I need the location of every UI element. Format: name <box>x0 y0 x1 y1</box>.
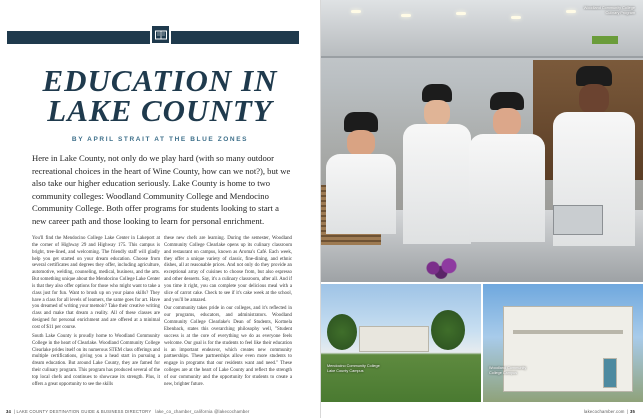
left-page <box>0 0 321 418</box>
article-title <box>20 63 300 128</box>
education-icon <box>154 28 168 42</box>
chef-figure <box>403 84 471 244</box>
culinary-class-photo <box>321 0 643 282</box>
woodland-campus-photo <box>483 284 643 402</box>
body-paragraph: these new chefs are learning. During the semester, Woodland Community College Clearlake opens up its culinary classroom and restaurant on campus, known as Aroma's Café. Each week, they offer a unique variety of classic, fine-dining, and ethnic dishes, all at reasonable prices. And not only do they provide an exceptional array of cuisines to choose from, but also espresso and other desserts. Say, it's a culinary classroom, after all. And if you time it right, you can complete your delicious meal with a slice of carrot cake. Check to see if it's cake week at the school, and you'll be amazed. <box>164 236 292 303</box>
campus-building <box>359 326 429 352</box>
chef-figure <box>326 112 396 232</box>
door <box>603 358 617 388</box>
body-paragraph: South Lake County is proudly home to Woodland Community College in the heart of Clearlake. Woodland Community College Clearlake prides itself on its numerous STEM class offerings and multiple certifications, giving you a head start in pursuing a dream education. But around Lake County, they are famed for their culinary program. This program has produced several of the top local chefs and continues to showcase its strength. Plus, it offers a great opportunity to see the skills <box>32 333 160 387</box>
page-number-left: 34 <box>6 409 12 414</box>
wall-sign <box>592 36 618 44</box>
byline: BY APRIL STRAIT AT THE BLUE ZONES <box>71 136 249 143</box>
publication-name: LAKE COUNTY DESTINATION GUIDE & BUSINESS DIRECTORY <box>16 409 152 414</box>
chef-figure <box>469 92 545 242</box>
right-page <box>321 0 643 418</box>
balcony <box>513 330 623 334</box>
social-handles: lake_co_chamber_california @lakecochamber <box>155 409 250 414</box>
photo-caption: Mendocino Community College Lake County Campus <box>327 364 380 373</box>
tree <box>431 310 465 350</box>
steel-pan <box>553 205 603 235</box>
tree <box>327 314 357 350</box>
body-column-2 <box>164 236 292 391</box>
website: lakecochamber.com <box>583 409 625 414</box>
photo-caption: Woodland Community College Culinary Program <box>583 6 635 15</box>
title-line-1: EDUCATION IN <box>42 63 278 98</box>
page-number-right: 35 <box>629 409 635 414</box>
footer-left: 34 | LAKE COUNTY DESTINATION GUIDE & BUSINESS DIRECTORY lake_co_chamber_california @lakecochamber <box>6 409 250 414</box>
purple-flowers <box>421 257 461 279</box>
title-line-2: LAKE COUNTY <box>47 93 273 128</box>
footer-right: lakecochamber.com | 35 <box>583 409 635 414</box>
body-column-1 <box>32 236 160 391</box>
photo-caption: Woodland Community College Campus <box>489 366 527 375</box>
lede-paragraph: Here in Lake County, not only do we play hard (with so many outdoor recreational choices in the heart of Wine County, how can we not?), but we also take our higher education seriously. Lake County is home to two community colleges: Woodland Community College and Mendocino Community College. Both offer programs for students looking to start a new career path and those looking to learn for personal enrichment. <box>32 153 291 226</box>
body-paragraph: Our community takes pride in our colleges, and it's reflected in our programs, educators, and administrators. Woodland Community College Clearlake's Dean of Students, Kortnela Ebenback, states this overarching philosophy well, "Student success is at the core of everything we do as everyone feels welcome. Our goal is for the students to feel like their education is an important endeavor, which creates new community partnerships. These partnerships allow even more students to engage in programs that our residents want and need." These colleges are at the heart of Lake County and reflect the strength of our community and the opportunity for students to create a new, brighter future. <box>164 306 292 387</box>
mendocino-campus-photo <box>321 284 481 402</box>
body-paragraph: You'll find the Mendocino College Lake Center in Lakeport at the corner of Highway 29 and Highway 175. This campus is bright, tree-lined, and welcoming. The friendly staff will gladly help you get started on your dream education. Choose from several certificates and degrees they offer, including agriculture, automotive, welding, counseling, medical, business, and the arts. But something unique about the Mendocino College Lake Center is that they also offer options for those who might want to take a class just for fun. Want to brush up on your piano skills? They have a class for all levels of learners, the same goes for art. Have you dreamed of writing your memoir? Take their creative writing class and make that dream a reality. All of these classes are designed for personal enrichment and are offered at a minimal cost of $11 per course. <box>32 236 160 330</box>
section-icon-badge <box>150 24 171 45</box>
